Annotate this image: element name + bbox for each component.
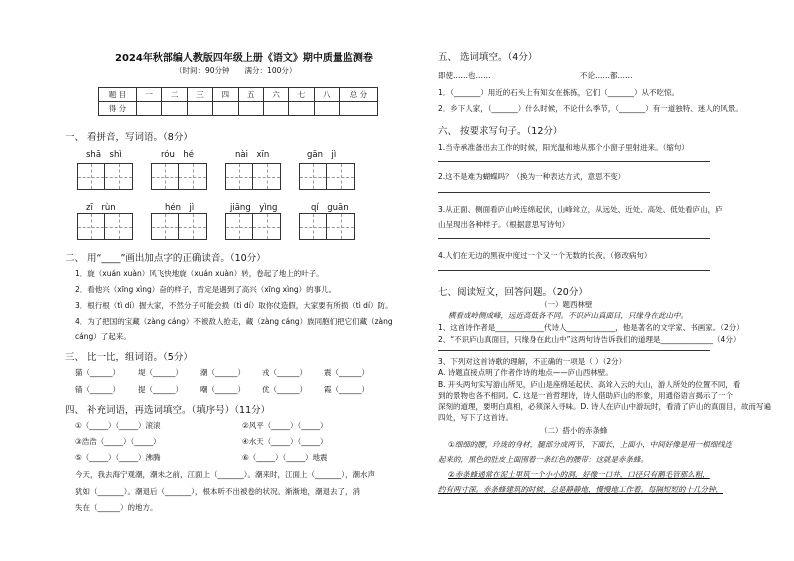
- score-cell[interactable]: [213, 102, 238, 116]
- score-cell[interactable]: [187, 102, 212, 116]
- score-header: 总 分: [340, 88, 378, 102]
- s3-item[interactable]: 优（______）: [262, 385, 307, 394]
- score-header: 二: [162, 88, 187, 102]
- poem-text: 横看成岭侧成峰，远近高低各不同。不识庐山真面目，只缘身在此山中。: [448, 311, 688, 320]
- score-header: 七: [289, 88, 314, 102]
- s7-option: 到的景物也各不相同。C. 这是一首哲理诗，诗人借助庐山的形象，用通俗语言揭示了一个: [438, 391, 734, 400]
- exam-subtitle: （时间：90分钟 满分：100分）: [175, 66, 297, 75]
- answer-line[interactable]: [438, 192, 710, 193]
- answer-line[interactable]: [438, 161, 710, 162]
- s7-option: B. 开头两句实写游山所见，庐山是座绵延起伏、高耸入云的大山，游人所处的位置不同，看: [438, 380, 741, 389]
- score-cell[interactable]: [137, 102, 162, 116]
- writing-grid[interactable]: [299, 213, 355, 240]
- s4-item[interactable]: ③浩浩（_____）（_____）: [75, 437, 161, 446]
- s7-option: 四处，写下了这首诗。: [438, 413, 513, 422]
- s4-item[interactable]: ①（_____）（_____）滚滚: [75, 421, 161, 430]
- s4-item[interactable]: ⑤（_____）（_____）沸腾: [75, 453, 161, 462]
- pinyin: zī rùn: [86, 203, 116, 213]
- passage-2-title: （二）搭小的赤条蜂: [540, 426, 608, 435]
- s3-item[interactable]: 潮（______）: [200, 368, 245, 377]
- answer-line[interactable]: [438, 270, 710, 271]
- score-cell[interactable]: [340, 102, 378, 116]
- writing-grid[interactable]: [225, 163, 281, 190]
- s4-paragraph-line: 失在（______）的地方。: [75, 503, 158, 512]
- s6-question: 4.人们在无边的黑夜中度过一个又一个无数的长夜。（修改病句）: [438, 251, 652, 260]
- exam-title: 2024年秋部编人教版四年级上册《语文》期中质量监测卷: [115, 53, 373, 64]
- s5-line: 1．（_______）用近的石头上有知女在拣拣，它们（_______）从不吃惊。: [438, 88, 680, 97]
- score-cell[interactable]: [238, 102, 263, 116]
- section-3-heading: 三、 比一比，组词语。（5分）: [65, 352, 193, 363]
- passage-line: ①细细的腰，玲珑的身材，腿部分成两节，下面长，上面小，中间好像是用一根细线连: [448, 440, 733, 449]
- pinyin: gān jì: [307, 150, 337, 160]
- score-header: 题 目: [99, 88, 137, 102]
- s2-line: cáng）了起来。: [75, 332, 131, 341]
- writing-grid[interactable]: [77, 213, 133, 240]
- score-row-label: 得 分: [99, 102, 137, 116]
- score-header: 六: [263, 88, 288, 102]
- score-cell[interactable]: [263, 102, 288, 116]
- s3-item[interactable]: 堤（______）: [138, 368, 183, 377]
- answer-line[interactable]: [438, 350, 710, 351]
- s2-line: 1．旋（xuán xuàn）风飞快地旋（xuán xuàn）转，卷起了地上的叶子。: [75, 269, 324, 278]
- pinyin: qí guān: [311, 203, 349, 213]
- s6-question: 山呈现出各种样子。（根据意思写诗句）: [438, 220, 570, 229]
- s7-question: 2、“不识庐山真面目，只缘身在此山中”这两句诗告诉我们的道理是______________（4分）: [438, 335, 741, 344]
- s2-line: 4．为了把国的宝藏（zàng cáng）不被敌人抢走，藏（zàng cáng）族同胞们把它们藏（zàng: [75, 317, 393, 326]
- score-header: 四: [213, 88, 238, 102]
- s5-option: 即使……也……: [438, 71, 491, 80]
- score-header: 三: [187, 88, 212, 102]
- s5-option: 不论……都……: [580, 71, 633, 80]
- writing-grid[interactable]: [225, 213, 281, 240]
- answer-line[interactable]: [438, 238, 710, 239]
- s3-item[interactable]: 霞（______）: [324, 385, 369, 394]
- s5-line: 2．乡下人家，（_______）什么时候，不论什么季节，（_______）有一道独特、迷人的风景。: [438, 104, 743, 113]
- passage-line: 约有两寸深。赤条蜂建筑的时候，总是静静地、慢慢地工作着。每隔短短的十几分钟，: [438, 485, 723, 494]
- writing-grid[interactable]: [77, 163, 133, 190]
- s4-item[interactable]: ②风平（_____）（_____）: [242, 421, 328, 430]
- section-6-heading: 六、 按要求写句子。（12分）: [438, 126, 563, 137]
- score-header: 一: [137, 88, 162, 102]
- score-cell[interactable]: [162, 102, 187, 116]
- pinyin: hén jì: [165, 203, 195, 213]
- writing-grid[interactable]: [151, 163, 207, 190]
- score-table: [98, 87, 378, 116]
- s4-paragraph-line: 今天，我去海宁观潮，潮未之前，江面上（_______）。潮来时，江面上（_______），潮水声: [75, 470, 375, 479]
- section-5-heading: 五、 选词填空。（4分）: [438, 52, 538, 63]
- pinyin: nài xīn: [235, 150, 270, 160]
- s3-item[interactable]: 提（______）: [138, 385, 183, 394]
- section-4-heading: 四、 补充词语，再选词填空。（填序号）（11分）: [65, 405, 271, 416]
- s6-question: 3.从正面、侧面看庐山岭连绵起伏，山峰耸立，从远处、近处、高处、低处看庐山，庐: [438, 205, 723, 214]
- s3-item[interactable]: 猫（______）: [75, 368, 120, 377]
- section-1-heading: 一、 看拼音，写词语。（8分）: [65, 132, 193, 143]
- s4-paragraph-line: 犹如（_______）。潮退后（_______），根本听不出被卷的状况。渐渐地，潮退去了，消: [75, 487, 360, 496]
- s2-line: 3．根行根（tì dí）握大家，不然分子可能会损（tì dí）取你仗造假，大家要有所损（tì dí）防。: [75, 301, 393, 310]
- s7-question: 1、这首诗作者是_____________代诗人_____________，他是著名的文学家、书画家。（2分）: [438, 323, 744, 332]
- score-cell[interactable]: [314, 102, 339, 116]
- s3-item[interactable]: 戎（______）: [262, 368, 307, 377]
- s7-question: 3、下列对这首诗歌的理解，不正确的一项是（ ）（2分）: [438, 357, 627, 366]
- s4-item[interactable]: ④水天（_____）（_____）: [242, 437, 328, 446]
- section-2-heading: 二、 用“____”画出加点字的正确读音。（10分）: [65, 253, 266, 264]
- score-header: 八: [314, 88, 339, 102]
- s7-option: A. 诗题直接点明了作者作诗的地点——庐山西林壁。: [438, 368, 613, 377]
- writing-grid[interactable]: [299, 163, 355, 190]
- pinyin: jiāng yìng: [230, 203, 278, 213]
- s6-question: 1.当寺承准备出去工作的时候，阳光温和地从那个小窗子里射进来。（缩句）: [438, 143, 689, 152]
- s3-item[interactable]: 嘲（______）: [200, 385, 245, 394]
- pinyin: shā shì: [86, 150, 122, 160]
- passage-line: ②赤条蜂通常在泥土里筑一个小小的洞，好像一口井，口径只有鹅毛管那么粗，: [448, 470, 710, 479]
- score-header: 五: [238, 88, 263, 102]
- pinyin: róu hé: [161, 150, 195, 160]
- passage-1-title: （一）题西林壁: [540, 300, 593, 309]
- s2-line: 2．看他兴（xīng xìng）奋的样子，肯定是遇到了高兴（xīng xìng）的事儿。: [75, 285, 337, 294]
- writing-grid[interactable]: [151, 213, 207, 240]
- s7-option: 深刻的道理，要明白真相，必须深入寻味。D. 诗人在庐山中游玩时，看清了庐山的真面目，故而写遍: [438, 402, 772, 411]
- score-cell[interactable]: [289, 102, 314, 116]
- s3-item[interactable]: 震（______）: [324, 368, 369, 377]
- passage-line: 起来的，黑色的肚皮上面围着一条红色的腰带：这就是赤条蜂。: [438, 455, 648, 464]
- s6-question: 2.这不是难为蝴蝶吗？（换为一种表达方式，意思不变）: [438, 172, 626, 181]
- s4-item[interactable]: ⑥（_____）（_____）地震: [242, 453, 328, 462]
- section-7-heading: 七、阅读短文，回答问题。（20分）: [438, 287, 588, 298]
- s3-item[interactable]: 锚（______）: [75, 385, 120, 394]
